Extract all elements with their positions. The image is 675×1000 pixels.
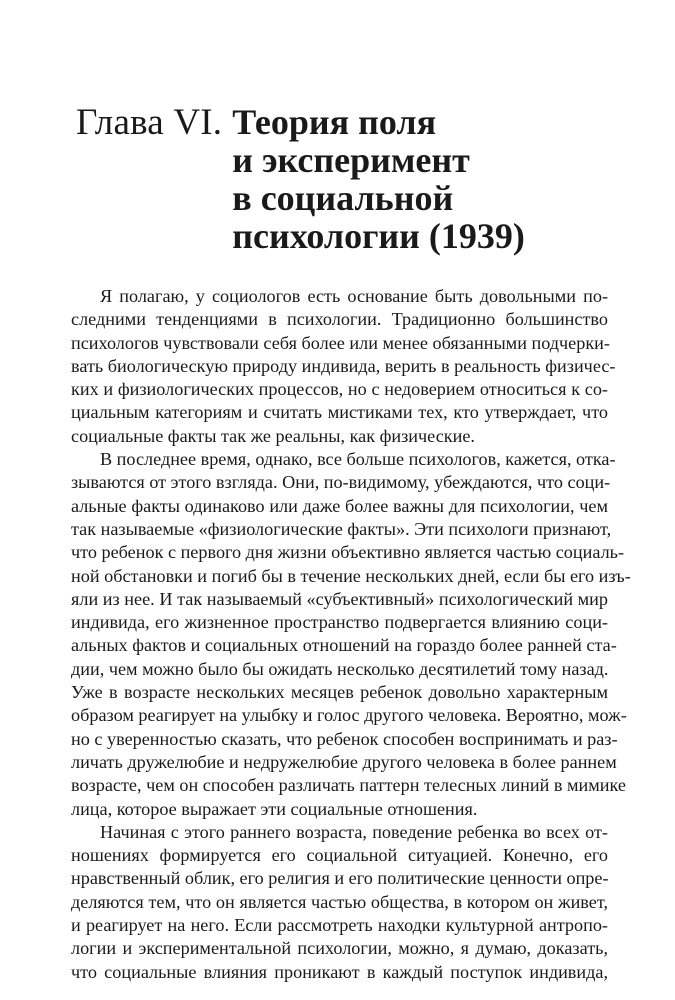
text-line: дии, чем можно было бы ожидать несколько десятилетий тому назад. bbox=[71, 658, 609, 679]
text-line: нравственный облик, его религия и его политические ценности опре- bbox=[71, 868, 609, 889]
chapter-heading bbox=[76, 101, 525, 255]
text-line: но с уверенностью сказать, что ребенок способен воспринимать и раз- bbox=[71, 728, 618, 749]
text-line: вать биологическую природу индивида, верить в реальность физичес- bbox=[71, 355, 616, 376]
text-line: яли из нее. И так называемый «субъективный» психологический мир bbox=[71, 588, 608, 609]
text-line: что социальные влияния проникают в каждый поступок индивида, bbox=[71, 961, 608, 982]
text-line: психологов чувствовали себя более или менее обязанными подчерки- bbox=[71, 332, 610, 353]
text-line: Уже в возрасте нескольких месяцев ребенок довольно характерным bbox=[71, 682, 608, 703]
body-text bbox=[71, 285, 631, 984]
text-line: индивида, его жизненное пространство подвергается влиянию соци- bbox=[71, 612, 608, 633]
chapter-title bbox=[232, 103, 525, 255]
text-line: Начиная с этого раннего возраста, поведение ребенка во всех от- bbox=[100, 821, 608, 842]
chapter-label: Глава VI. bbox=[76, 102, 223, 143]
chapter-title-line: Теория поля bbox=[232, 102, 437, 142]
text-line: возрасте, чем он способен различать паттерн телесных линий в мимике bbox=[71, 775, 626, 796]
chapter-title-line: в социальной bbox=[232, 178, 454, 218]
text-line: ной обстановки и погиб бы в течение нескольких дней, если бы его изъ- bbox=[71, 565, 631, 586]
text-line: ких и физиологических процессов, но с недоверием относиться к со- bbox=[71, 379, 608, 400]
text-line: деляются тем, что он является частью общества, в котором он живет, bbox=[71, 891, 608, 912]
text-line: альные факты одинаково или даже более важны для психологии, чем bbox=[71, 495, 608, 516]
chapter-title-line: психологии (1939) bbox=[232, 216, 525, 256]
text-line: лица, которое выражает эти социальные отношения. bbox=[71, 798, 478, 819]
text-line: так называемые «физиологические факты». Эти психологи признают, bbox=[71, 518, 612, 539]
text-line: образом реагирует на улыбку и голос другого человека. Вероятно, мож- bbox=[71, 705, 627, 726]
text-line: личать дружелюбие и недружелюбие другого человека в более раннем bbox=[71, 751, 617, 772]
text-line: зываются от этого взгляда. Они, по-видимому, убеждаются, что соци- bbox=[71, 472, 611, 493]
text-line: логии и экспериментальной психологии, можно, я думаю, доказать, bbox=[71, 938, 608, 959]
text-line: ношениях формируется его социальной ситуацией. Конечно, его bbox=[71, 845, 608, 866]
text-line: Я полагаю, у социологов есть основание быть довольными по- bbox=[100, 286, 608, 306]
text-line: альных фактов и социальных отношений на гораздо более ранней ста- bbox=[71, 635, 617, 656]
text-line: циальным категориям и считать мистиками тех, кто утверждает, что bbox=[71, 402, 608, 423]
text-line: что ребенок с первого дня жизни объективно является частью социаль- bbox=[71, 542, 625, 563]
text-line: социальные факты так же реальны, как физические. bbox=[71, 425, 475, 446]
text-line: и реагирует на него. Если рассмотреть находки культурной антропо- bbox=[71, 915, 608, 936]
text-line: В последнее время, однако, все больше психологов, кажется, отка- bbox=[100, 449, 616, 470]
text-line: следними тенденциями в психологии. Традиционно большинство bbox=[71, 309, 608, 330]
chapter-title-line: и эксперимент bbox=[232, 140, 470, 180]
